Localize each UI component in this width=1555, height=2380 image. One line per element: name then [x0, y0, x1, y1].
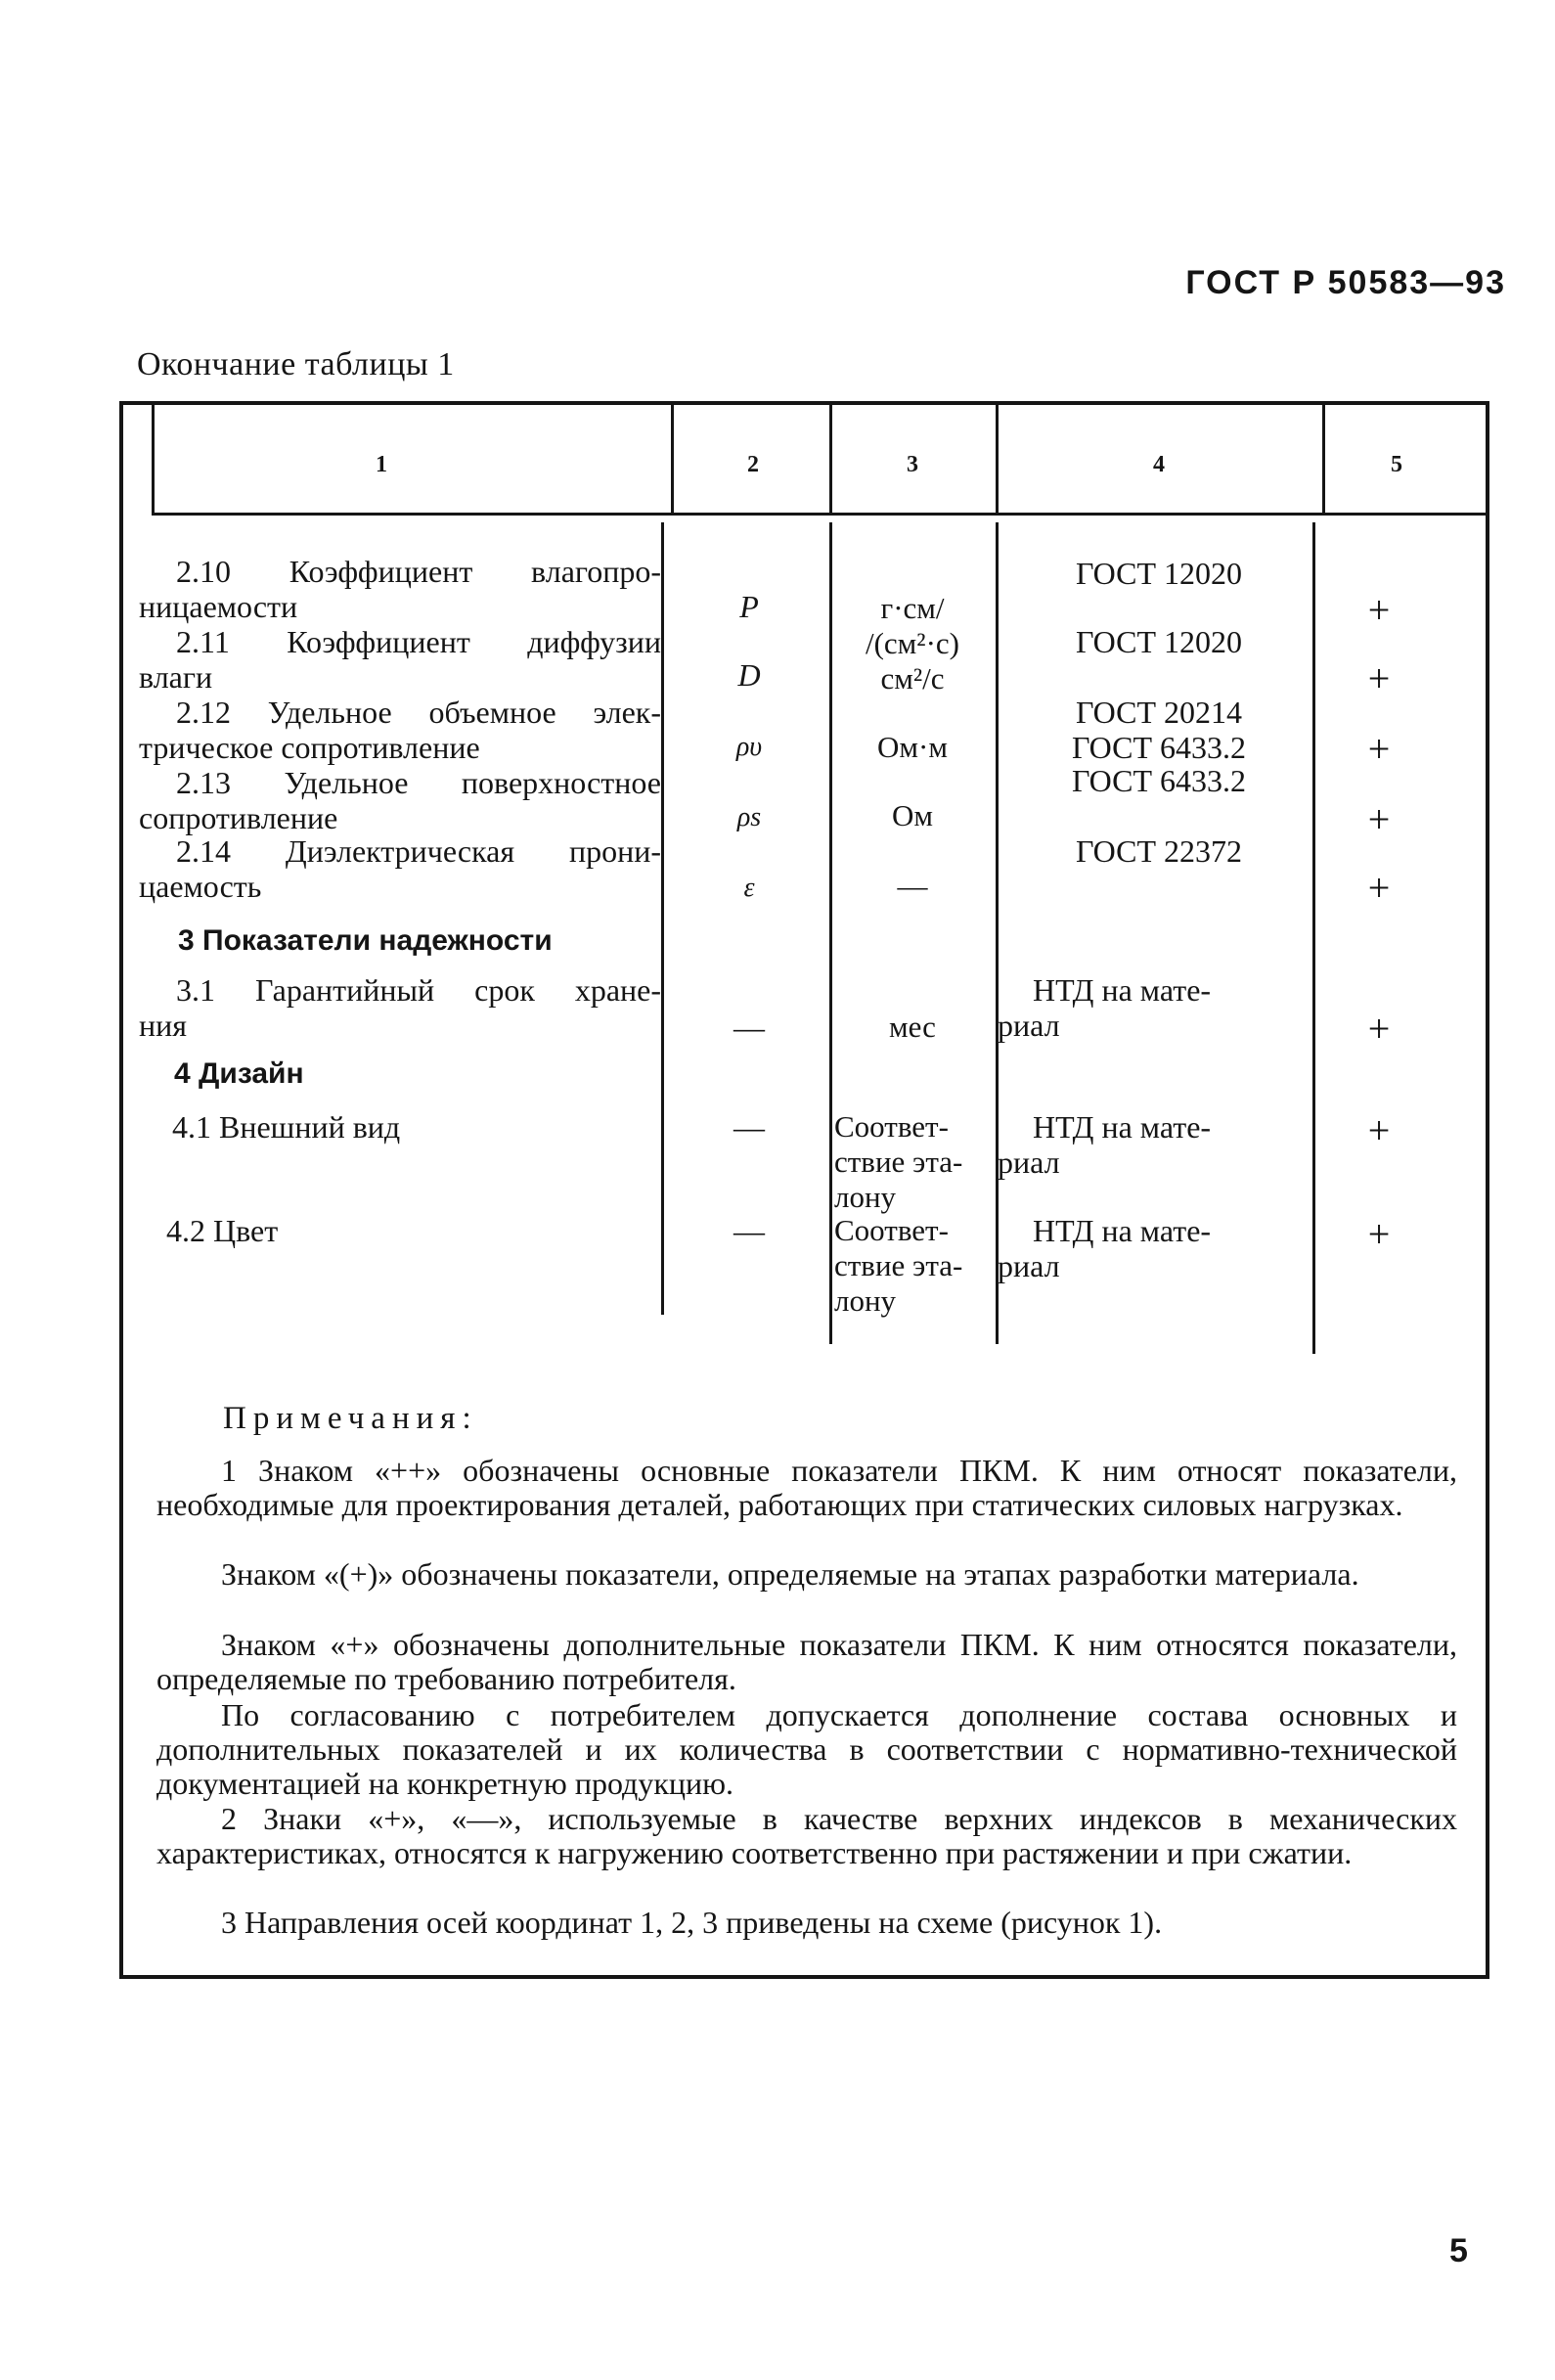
row-unit: Соответ- ствие эта- лону: [834, 1213, 963, 1318]
note-paragraph: По согласованию с потребителем допускается дополнение состава основных и дополнительных показателей и их количества в соответствии с нормативно-технической документацией на конкретную продукцию.: [156, 1697, 1457, 1801]
row-unit: мес: [889, 1010, 936, 1044]
row-label: 2.12 Удельное объемное элек- трическое сопротивление: [139, 695, 661, 765]
col-divider: [671, 405, 674, 513]
table-header-rule: [152, 513, 1489, 516]
row-label: 2.11 Коэффициент диффузии влаги: [139, 624, 661, 695]
col-divider: [661, 522, 664, 1315]
note-paragraph: Знаком «(+)» обозначены показатели, определяемые на этапах разработки материала.: [221, 1556, 1359, 1592]
row-standard: ГОСТ 6433.2: [1071, 763, 1247, 798]
row-mark: +: [1367, 656, 1391, 700]
row-standard: ГОСТ 22372: [1075, 833, 1243, 869]
row-mark: +: [1367, 588, 1391, 632]
note-paragraph: 2 Знаки «+», «—», используемые в качестве верхних индексов в механических характеристиках, относятся к нагружению соответственно при растяжении и при сжатии.: [156, 1801, 1457, 1870]
row-symbol: —: [733, 1213, 765, 1248]
row-symbol: ρυ: [735, 732, 763, 762]
row-symbol: ε: [743, 873, 755, 903]
row-unit: Ом: [891, 798, 933, 832]
row-symbol: —: [733, 1010, 765, 1045]
row-label: 4.2 Цвет: [166, 1213, 279, 1248]
row-unit: см²/с: [880, 661, 945, 696]
row-label: 4.1 Внешний вид: [172, 1109, 401, 1145]
row-mark: +: [1367, 797, 1391, 841]
row-standard: ГОСТ 20214 ГОСТ 6433.2: [1071, 695, 1247, 765]
row-standard: НТД на мате- риал: [998, 972, 1212, 1043]
col-header-1: 1: [376, 452, 387, 477]
doc-code: ГОСТ Р 50583—93: [1185, 264, 1506, 301]
row-label: 2.14 Диэлектрическая прони- цаемость: [139, 833, 661, 904]
col-header-3: 3: [907, 452, 918, 477]
section-heading: 4 Дизайн: [174, 1057, 304, 1090]
note-paragraph: 1 Знаком «++» обозначены основные показатели ПКМ. К ним относят показатели, необходимые для проектирования деталей, работающих при статических силовых нагрузках.: [156, 1453, 1457, 1522]
row-symbol: ρs: [736, 802, 762, 832]
row-standard: ГОСТ 12020: [1075, 624, 1243, 659]
row-label: 2.13 Удельное поверхностное сопротивление: [139, 765, 661, 835]
row-symbol: —: [733, 1109, 765, 1145]
col-header-2: 2: [747, 452, 759, 477]
row-mark: +: [1367, 727, 1391, 771]
col-divider: [152, 405, 155, 513]
table-caption: Окончание таблицы 1: [137, 346, 455, 382]
notes-title: Примечания:: [223, 1401, 478, 1436]
col-divider: [1322, 405, 1325, 513]
row-unit: Соответ- ствие эта- лону: [834, 1109, 963, 1214]
section-heading: 3 Показатели надежности: [178, 924, 553, 957]
row-mark: +: [1367, 1007, 1391, 1051]
page-number: 5: [1449, 2232, 1468, 2269]
row-mark: +: [1367, 866, 1391, 910]
row-symbol: D: [737, 657, 761, 693]
row-standard: НТД на мате- риал: [998, 1109, 1212, 1180]
row-unit: Ом·м: [877, 730, 948, 764]
row-standard: ГОСТ 12020: [1075, 556, 1243, 591]
table-top-rule: [119, 401, 1489, 405]
col-header-5: 5: [1391, 452, 1402, 477]
col-divider: [829, 405, 832, 513]
row-mark: +: [1367, 1212, 1391, 1256]
note-paragraph: Знаком «+» обозначены дополнительные показатели ПКМ. К ним относятся показатели, определяемые по требованию потребителя.: [156, 1627, 1457, 1696]
row-mark: +: [1367, 1108, 1391, 1152]
col-header-4: 4: [1153, 452, 1165, 477]
row-symbol: P: [739, 589, 759, 624]
row-label: 3.1 Гарантийный срок хране- ния: [139, 972, 661, 1043]
row-unit: г·см/ /(см²·с): [865, 591, 959, 660]
row-label: 2.10 Коэффициент влагопро- ницаемости: [139, 554, 661, 624]
row-unit: —: [897, 869, 928, 903]
col-divider: [996, 405, 999, 513]
note-paragraph: 3 Направления осей координат 1, 2, 3 приведены на схеме (рисунок 1).: [221, 1905, 1163, 1940]
row-standard: НТД на мате- риал: [998, 1213, 1212, 1283]
